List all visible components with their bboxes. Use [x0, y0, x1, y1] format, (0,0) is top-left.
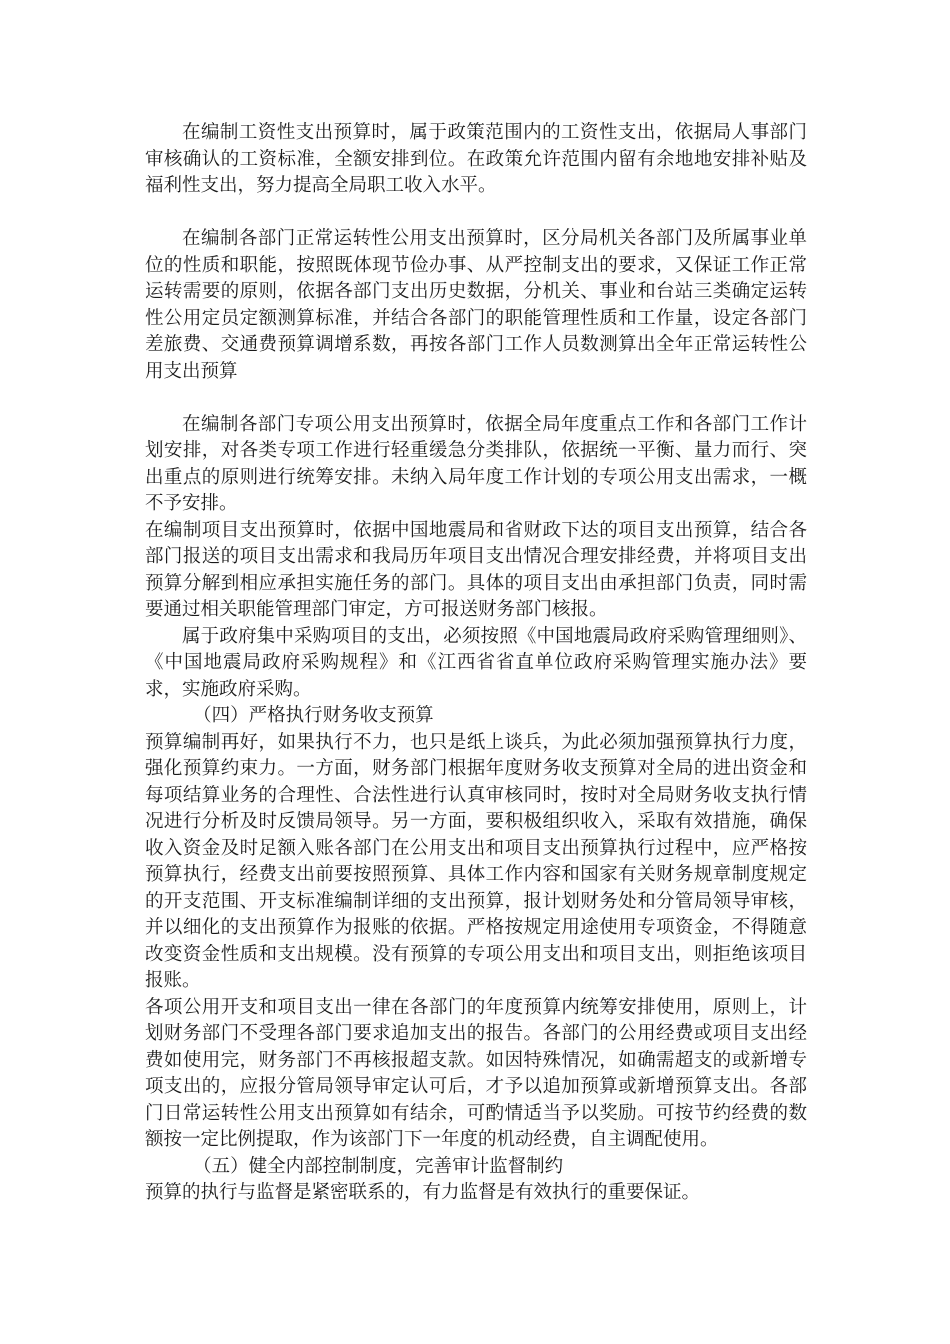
document-body: [145, 120, 807, 1207]
paragraph-execution: 预算编制再好，如果执行不力，也只是纸上谈兵，为此必须加强预算执行力度，强化预算约束力。一方面，财务部门根据年度财务收支预算对全局的进出资金和每项结算业务的合理性、合法性进行认真审核同时，按时对全局财务收支执行情况进行分析及时反馈局领导。另一方面，要积极组织收入，采取有效措施，确保收入资金及时足额入账各部门在公用支出和项目支出预算执行过程中，应严格按预算执行，经费支出前要按照预算、具体工作内容和国家有关财务规章制度规定的开支范围、开支标准编制详细的支出预算，报计划财务处和分管局领导审核，并以细化的支出预算作为报账的依据。严格按规定用途使用专项资金，不得随意改变资金性质和支出规模。没有预算的专项公用支出和项目支出，则拒绝该项目报账。: [145, 731, 807, 991]
paragraph-salary-budget: 在编制工资性支出预算时，属于政策范围内的工资性支出，依据局人事部门审核确认的工资标准，全额安排到位。在政策允许范围内留有余地地安排补贴及福利性支出，努力提高全局职工收入水平。: [145, 122, 807, 196]
paragraph-operating-budget: 在编制各部门正常运转性公用支出预算时，区分局机关各部门及所属事业单位的性质和职能，按照既体现节俭办事、从严控制支出的要求，又保证工作正常运转需要的原则，依据各部门支出历史数据，分机关、事业和台站三类确定运转性公用定员定额测算标准，并结合各部门的职能管理性质和工作量，设定各部门差旅费、交通费预算调增系数，再按各部门工作人员数测算出全年正常运转性公用支出预算: [145, 228, 807, 382]
paragraph-procurement: 属于政府集中采购项目的支出，必须按照《中国地震局政府采购管理细则》、《中国地震局政府采购规程》和《江西省省直单位政府采购管理实施办法》要求，实施政府采购。: [145, 625, 807, 700]
paragraph-supervision: 预算的执行与监督是紧密联系的，有力监督是有效执行的重要保证。: [145, 1182, 701, 1203]
paragraph-project-budget: 在编制项目支出预算时，依据中国地震局和省财政下达的项目支出预算，结合各部门报送的项目支出需求和我局历年项目支出情况合理安排经费，并将项目支出预算分解到相应承担实施任务的部门。具体的项目支出由承担部门负责，同时需要通过相关职能管理部门审定，方可报送财务部门核报。: [145, 519, 807, 620]
section-heading-five: （五）健全内部控制制度，完善审计监督制约: [193, 1155, 564, 1177]
paragraph-expenditure-control: 各项公用开支和项目支出一律在各部门的年度预算内统筹安排使用，原则上，计划财务部门不受理各部门要求追加支出的报告。各部门的公用经费或项目支出经费如使用完，财务部门不再核报超支款。如因特殊情况，如确需超支的或新增专项支出的，应报分管局领导审定认可后，才予以追加预算或新增预算支出。各部门日常运转性公用支出预算如有结余，可酌情适当予以奖励。可按节约经费的数额按一定比例提取，作为该部门下一年度的机动经费，自主调配使用。: [145, 996, 807, 1150]
paragraph-special-budget: 在编制各部门专项公用支出预算时，依据全局年度重点工作和各部门工作计划安排，对各类专项工作进行轻重缓急分类排队，依据统一平衡、量力而行、突出重点的原则进行统筹安排。未纳入局年度工作计划的专项公用支出需求，一概不予安排。: [145, 413, 807, 514]
section-heading-four: （四）严格执行财务收支预算: [193, 705, 434, 726]
